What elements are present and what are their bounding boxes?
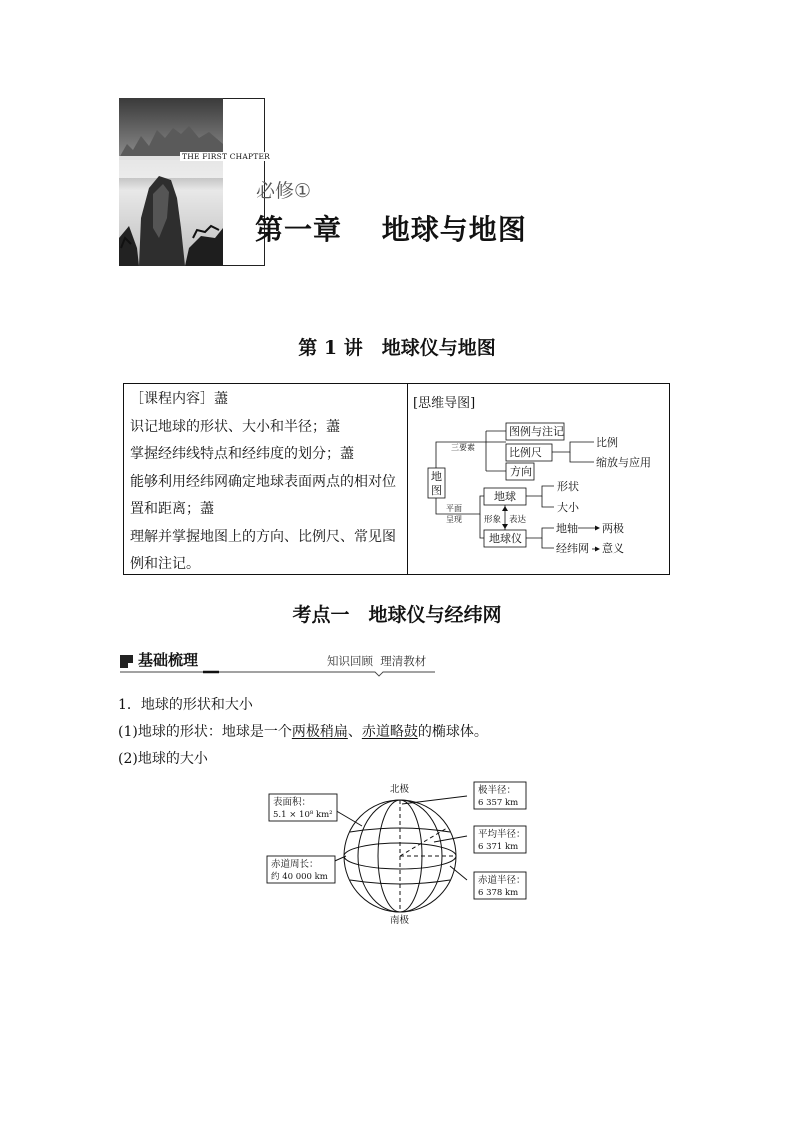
polar-radius-value: 6 357 km — [478, 798, 519, 808]
course-line: 能够利用经纬网确定地球表面两点的相对位 — [130, 473, 396, 490]
mindmap-direction: 方向 — [510, 465, 532, 478]
course-line: 例和注记。 — [130, 556, 200, 572]
globe-figure — [262, 776, 532, 924]
course-line: 识记地球的形状、大小和半径；藎 — [130, 418, 340, 435]
section-title: 基础梳理 — [138, 651, 199, 669]
course-line: 理解并掌握地图上的方向、比例尺、常见图 — [130, 528, 396, 545]
mindmap-root-label: 图 — [431, 484, 442, 497]
book-label: 必修① — [256, 180, 312, 202]
polar-radius-label: 极半径： — [478, 785, 517, 796]
chapter-english-label: THE FIRST CHAPTER — [182, 152, 271, 161]
mountain-photo-icon — [119, 98, 223, 266]
mindmap-scale-item: 比例 — [596, 436, 618, 449]
answer-underline: 两极稍扁 — [291, 724, 348, 740]
mindmap-legend: 图例与注记 — [509, 425, 564, 438]
mindmap-globe: 地球 — [494, 490, 516, 503]
north-pole-label: 北极 — [390, 784, 410, 795]
course-table-divider — [407, 383, 408, 575]
mindmap-globe-item: 大小 — [557, 501, 579, 514]
course-line: 置和距离；藎 — [130, 501, 214, 517]
mean-radius-label: 平均半径： — [478, 829, 526, 840]
mindmap-express: 表达 — [509, 515, 527, 525]
mindmap-diagram — [420, 410, 660, 560]
mindmap-image: 形象 — [484, 515, 502, 525]
mindmap-three-elements: 三要素 — [451, 443, 475, 452]
equator-length-label: 赤道周长： — [271, 859, 319, 870]
mindmap-plane: 呈现 — [446, 515, 462, 524]
mean-radius-value: 6 371 km — [478, 842, 519, 852]
mindmap-scale: 比例尺 — [509, 446, 542, 459]
mindmap-poles: 两极 — [602, 522, 624, 535]
chapter-title: 第一章 地球与地图 — [255, 213, 527, 246]
mindmap-globe-model: 地球仪 — [489, 532, 522, 545]
mindmap-grid: 经纬网 — [556, 542, 589, 555]
course-content — [130, 386, 402, 579]
key-point-title: 考点一 地球仪与经纬网 — [292, 604, 502, 626]
equatorial-radius-label: 赤道半径： — [478, 875, 526, 886]
mindmap-meaning: 意义 — [602, 542, 624, 555]
equatorial-radius-value: 6 378 km — [478, 888, 519, 898]
mindmap-axis: 地轴 — [556, 522, 578, 535]
item-title: 1．地球的形状和大小 — [118, 697, 253, 713]
mindmap-scale-item: 缩放与应用 — [596, 456, 651, 469]
south-pole-label: 南极 — [390, 915, 410, 924]
course-line: ［课程内容］藎 — [130, 391, 228, 407]
surface-area-label: 表面积： — [273, 797, 312, 808]
course-line: 掌握经纬线特点和经纬度的划分；藎 — [130, 446, 354, 462]
lesson-title: 第 1 讲 地球仪与地图 — [298, 337, 496, 359]
surface-area-value: 5.1 × 10⁸ km² — [273, 810, 333, 820]
section-subtitle: 知识回顾 理清教材 — [327, 654, 427, 668]
mountain-landscape-image — [119, 98, 223, 266]
mindmap-header: [思维导图] — [413, 396, 476, 411]
shape-line: (1)地球的形状：地球是一个两极稍扁、赤道略鼓的椭球体。 — [118, 724, 488, 740]
mindmap-globe-item: 形状 — [557, 480, 579, 493]
size-title: (2)地球的大小 — [118, 751, 208, 767]
answer-underline: 赤道略鼓 — [361, 724, 418, 740]
equator-length-value: 约 40 000 km — [271, 872, 328, 882]
mindmap-root-label: 地 — [431, 470, 442, 483]
mindmap-plane: 平面 — [446, 504, 462, 513]
